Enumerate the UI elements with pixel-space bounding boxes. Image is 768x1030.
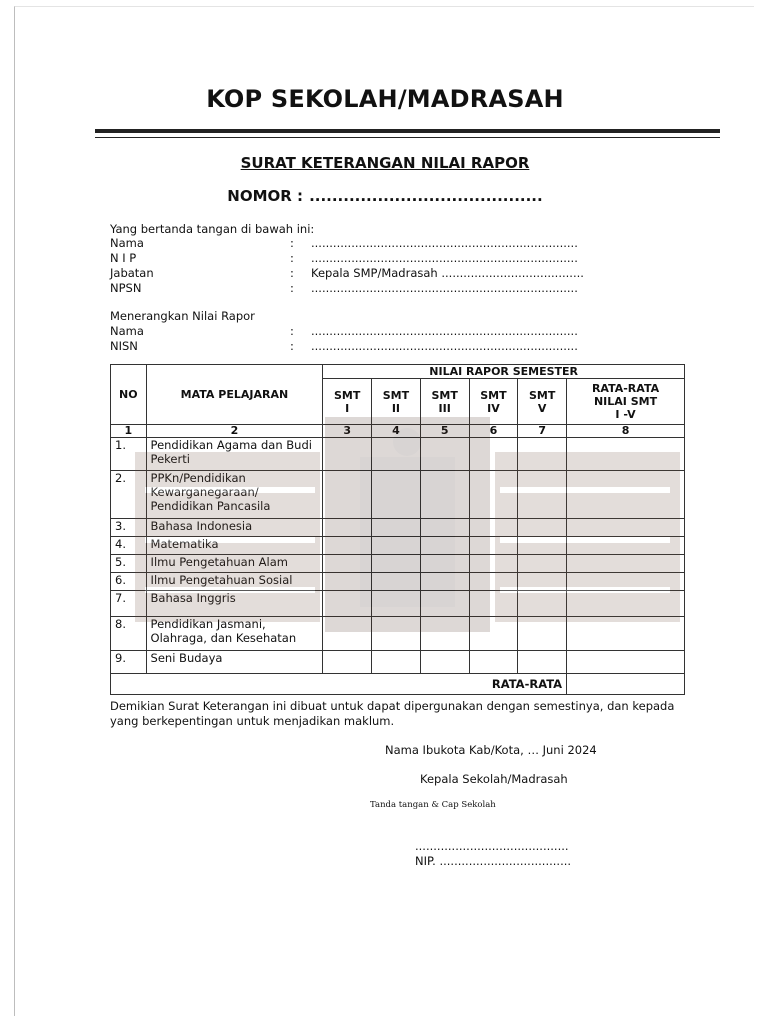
grade-cell[interactable]: [323, 573, 372, 591]
average-cell[interactable]: [567, 555, 685, 573]
row-number: 1.: [111, 438, 147, 471]
row-subject-line: Bahasa Indonesia: [150, 519, 253, 533]
document-number-label: NOMOR :: [227, 187, 304, 205]
header-average-line3: I -V: [615, 408, 636, 421]
student-intro: Menerangkan Nilai Rapor: [110, 309, 255, 323]
header-smt-4-top: SMT: [480, 388, 507, 402]
grade-cell[interactable]: [420, 573, 469, 591]
letterhead-rule-thin: [95, 137, 720, 138]
grade-cell[interactable]: [469, 438, 518, 471]
grade-cell[interactable]: [518, 519, 567, 537]
column-index-row: [111, 425, 685, 438]
header-average-line1: RATA-RATA: [591, 382, 660, 395]
average-cell[interactable]: [567, 471, 685, 519]
grade-cell[interactable]: [323, 617, 372, 651]
average-cell[interactable]: [567, 519, 685, 537]
col-index: 2: [146, 425, 323, 438]
document-title: SURAT KETERANGAN NILAI RAPOR: [240, 154, 530, 172]
row-number: 5.: [111, 555, 147, 573]
header-smt-4-bottom: IV: [487, 401, 500, 415]
average-row: [111, 674, 685, 695]
grade-cell[interactable]: [323, 555, 372, 573]
grade-cell[interactable]: [372, 471, 421, 519]
table-row: [111, 438, 685, 471]
student-name-value: .........................................................................: [311, 324, 578, 338]
header-smt-5-top: SMT: [529, 388, 556, 402]
row-subject-line: Pendidikan Jasmani,: [150, 617, 266, 631]
signer-nip-sep: :: [290, 251, 294, 265]
row-number: 7.: [111, 591, 147, 617]
row-subject: [146, 519, 323, 537]
grade-cell[interactable]: [372, 591, 421, 617]
signer-nip-label: N I P: [110, 251, 137, 265]
grade-cell[interactable]: [469, 651, 518, 674]
grade-cell[interactable]: [372, 573, 421, 591]
grade-cell[interactable]: [420, 591, 469, 617]
table-row: [111, 573, 685, 591]
row-number: 4.: [111, 537, 147, 555]
grade-cell[interactable]: [372, 617, 421, 651]
header-subject: MATA PELAJARAN: [146, 365, 323, 425]
header-smt-5: [518, 379, 567, 425]
row-number: 8.: [111, 617, 147, 651]
header-average-line2: NILAI SMT: [593, 395, 658, 408]
header-smt-1-bottom: I: [345, 401, 350, 415]
letterhead-rule-thick: [95, 129, 720, 133]
signer-name-label: Nama: [110, 236, 144, 250]
row-number: 3.: [111, 519, 147, 537]
grade-cell[interactable]: [323, 651, 372, 674]
student-name-label: Nama: [110, 324, 144, 338]
col-index: 1: [111, 425, 147, 438]
row-subject-line: PPKn/Pendidikan: [150, 471, 246, 485]
grade-cell[interactable]: [518, 617, 567, 651]
grade-cell[interactable]: [323, 591, 372, 617]
row-subject: [146, 537, 323, 555]
row-subject-line: Seni Budaya: [150, 651, 223, 665]
grade-cell[interactable]: [518, 591, 567, 617]
grade-table: [110, 364, 685, 695]
row-subject-line: Olahraga, dan Kesehatan: [150, 631, 297, 645]
table-row: [111, 471, 685, 519]
row-number: 2.: [111, 471, 147, 519]
signer-name-sep: :: [290, 236, 294, 250]
grade-cell[interactable]: [420, 555, 469, 573]
grade-cell[interactable]: [323, 471, 372, 519]
grade-cell[interactable]: [469, 537, 518, 555]
place-date: Nama Ibukota Kab/Kota, … Juni 2024: [385, 743, 597, 757]
grade-cell[interactable]: [518, 471, 567, 519]
grade-cell[interactable]: [372, 519, 421, 537]
signer-position-label: Jabatan: [110, 266, 154, 280]
table-row: [111, 555, 685, 573]
signer-intro: Yang bertanda tangan di bawah ini:: [110, 222, 315, 236]
average-cell[interactable]: [567, 651, 685, 674]
grade-cell[interactable]: [469, 573, 518, 591]
row-subject: [146, 651, 323, 674]
document-number: [15, 187, 755, 205]
average-cell[interactable]: [567, 573, 685, 591]
grade-cell[interactable]: [420, 537, 469, 555]
grade-cell[interactable]: [469, 617, 518, 651]
col-index: 3: [323, 425, 372, 438]
grade-cell[interactable]: [469, 591, 518, 617]
row-number: 6.: [111, 573, 147, 591]
header-smt-1-top: SMT: [334, 388, 361, 402]
average-cell[interactable]: [567, 591, 685, 617]
row-subject-line: Pendidikan Agama dan Budi: [150, 438, 312, 452]
grade-cell[interactable]: [469, 471, 518, 519]
average-cell[interactable]: [567, 438, 685, 471]
document-page: [14, 6, 754, 1016]
grade-cell[interactable]: [469, 519, 518, 537]
grade-cell[interactable]: [469, 555, 518, 573]
grade-cell[interactable]: [372, 651, 421, 674]
closing-statement: Demikian Surat Keterangan ini dibuat untuk dapat dipergunakan dengan semestinya, dan kepada yang berkepentingan untuk menjadikan maklum.: [110, 699, 675, 728]
letterhead-title: KOP SEKOLAH/MADRASAH: [206, 85, 564, 113]
table-row: [111, 591, 685, 617]
row-subject-line: Pekerti: [150, 452, 190, 466]
header-smt-2-top: SMT: [382, 388, 410, 402]
student-nisn-label: NISN: [110, 339, 138, 353]
signer-nip-line[interactable]: NIP. ....................................: [415, 854, 572, 868]
signature-line[interactable]: ..........................................: [415, 839, 569, 853]
grade-cell[interactable]: [372, 555, 421, 573]
student-nisn-value: .........................................................................: [311, 339, 578, 353]
row-subject: [146, 617, 323, 651]
col-index: 6: [469, 425, 518, 438]
header-smt-3-top: SMT: [431, 388, 458, 402]
header-smt-2: [372, 379, 421, 425]
table-row: [111, 519, 685, 537]
grade-cell[interactable]: [518, 438, 567, 471]
grade-cell[interactable]: [372, 438, 421, 471]
average-cell[interactable]: [567, 537, 685, 555]
overall-average-cell[interactable]: [567, 674, 685, 695]
signer-npsn-label: NPSN: [110, 281, 142, 295]
grade-cell[interactable]: [323, 537, 372, 555]
average-row-label: RATA-RATA: [111, 674, 567, 695]
table-row: [111, 651, 685, 674]
signer-npsn-sep: :: [290, 281, 294, 295]
signer-nip-value: .........................................................................: [311, 251, 578, 265]
grade-cell[interactable]: [420, 438, 469, 471]
table-row: [111, 537, 685, 555]
header-smt-4: [469, 379, 518, 425]
grade-cell[interactable]: [518, 573, 567, 591]
header-smt-3: [420, 379, 469, 425]
row-subject-line: Pendidikan Pancasila: [150, 499, 271, 513]
col-index: 4: [372, 425, 421, 438]
grade-cell[interactable]: [420, 617, 469, 651]
grade-cell[interactable]: [518, 651, 567, 674]
row-subject-line: Matematika: [150, 537, 219, 551]
signature-stamp-note: Tanda tangan & Cap Sekolah: [370, 800, 496, 810]
document-number-value: .........................................: [309, 187, 543, 205]
header-smt-1: [323, 379, 372, 425]
signer-npsn-value: .........................................................................: [311, 281, 578, 295]
grade-cell[interactable]: [518, 537, 567, 555]
row-subject: [146, 591, 323, 617]
student-name-sep: :: [290, 324, 294, 338]
row-subject-line: Ilmu Pengetahuan Sosial: [150, 573, 293, 587]
col-index: 7: [518, 425, 567, 438]
header-no: NO: [111, 365, 147, 425]
grade-cell[interactable]: [420, 651, 469, 674]
signer-position-sep: :: [290, 266, 294, 280]
col-index: 8: [567, 425, 685, 438]
header-semester-group: NILAI RAPOR SEMESTER: [323, 365, 685, 379]
row-subject-line: Kewarganegaraan/: [150, 485, 259, 499]
grade-cell[interactable]: [420, 519, 469, 537]
student-nisn-sep: :: [290, 339, 294, 353]
row-subject: [146, 471, 323, 519]
grade-cell[interactable]: [323, 438, 372, 471]
header-average: [567, 379, 685, 425]
signer-position-value: Kepala SMP/Madrasah .......................................: [311, 266, 584, 280]
signer-title: Kepala Sekolah/Madrasah: [420, 772, 568, 786]
row-subject-line: Ilmu Pengetahuan Alam: [150, 555, 288, 569]
grade-cell[interactable]: [372, 537, 421, 555]
average-cell[interactable]: [567, 617, 685, 651]
signer-name-value: .........................................................................: [311, 236, 578, 250]
grade-cell[interactable]: [420, 471, 469, 519]
col-index: 5: [420, 425, 469, 438]
header-smt-3-bottom: III: [438, 401, 451, 415]
header-smt-5-bottom: V: [537, 401, 547, 415]
row-subject: [146, 573, 323, 591]
header-smt-2-bottom: II: [391, 401, 401, 415]
row-number: 9.: [111, 651, 147, 674]
grade-cell[interactable]: [323, 519, 372, 537]
grade-cell[interactable]: [518, 555, 567, 573]
row-subject: [146, 438, 323, 471]
row-subject-line: Bahasa Inggris: [150, 591, 236, 605]
row-subject: [146, 555, 323, 573]
table-row: [111, 617, 685, 651]
